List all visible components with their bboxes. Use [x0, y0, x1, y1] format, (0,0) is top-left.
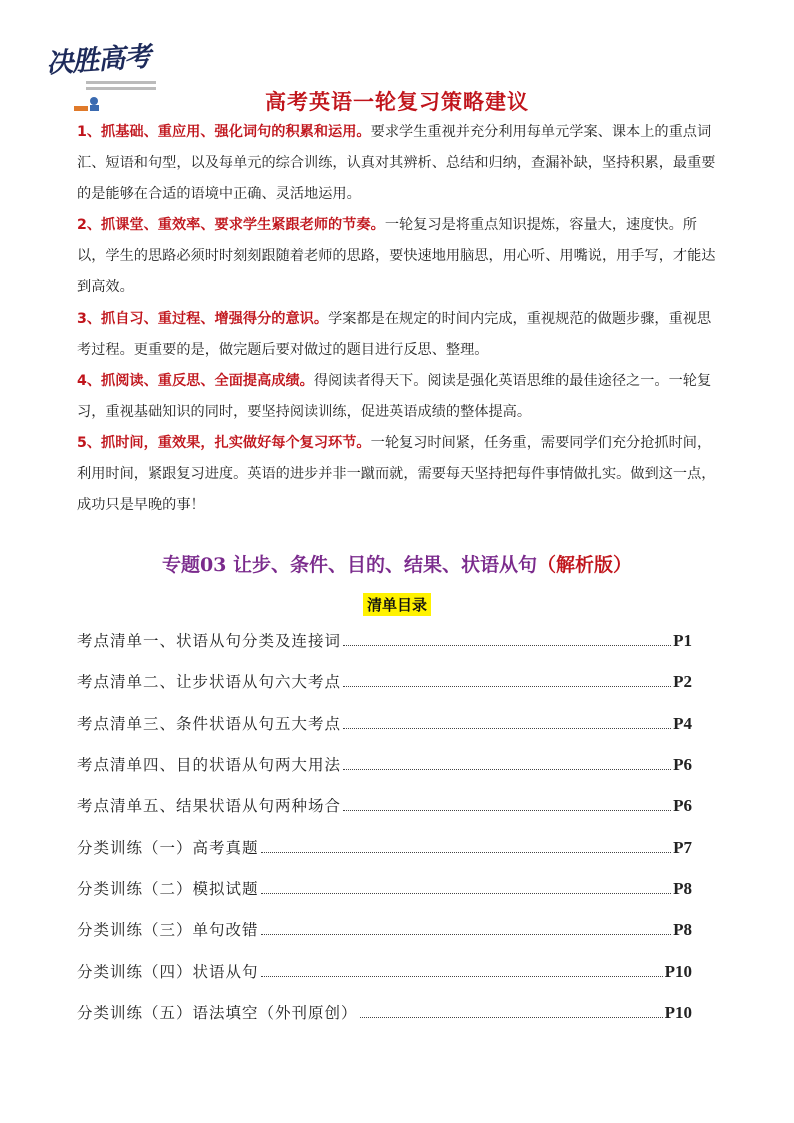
tip-body: 学案都是在规定的时间内完成，重视规范的做题步骤，重视思考过程。更重要的是，做完题后要对做过的题目进行反思、整理。 [77, 311, 712, 358]
toc-item-page: P8 [673, 920, 692, 939]
toc-leader [261, 975, 663, 977]
toc-leader [360, 1016, 663, 1018]
toc-item-2[interactable] [77, 666, 692, 692]
tip-heading: 2、抓课堂、重效率、要求学生紧跟老师的节奏。 [77, 217, 385, 233]
toc-item-6[interactable] [77, 832, 692, 858]
tip-heading: 1、抓基础、重应用、强化词句的积累和运用。 [77, 124, 371, 140]
tip-paragraph-5 [77, 428, 721, 521]
toc-leader [261, 851, 672, 853]
toc-item-title: 考点清单二、让步状语从句六大考点 [77, 673, 342, 691]
toc-item-title: 考点清单三、条件状语从句五大考点 [77, 715, 342, 733]
toc-leader [343, 727, 671, 729]
tip-paragraph-3 [77, 304, 721, 366]
tip-body: 要求学生重视并充分利用每单元学案、课本上的重点词汇、短语和句型，以及每单元的综合训练，认真对其辨析、总结和归纳，查漏补缺，坚持积累，最重要的是能够在合适的语境中正确、灵活地运用。 [77, 124, 716, 202]
toc-item-page: P10 [664, 962, 692, 981]
tip-body: 得阅读者得天下。阅读是强化英语思维的最佳途径之一。一轮复习，重视基础知识的同时，要坚持阅读训练，促进英语成绩的整体提高。 [77, 373, 712, 420]
toc-item-page: P4 [673, 714, 692, 733]
section-title [0, 550, 794, 577]
toc-item-10[interactable] [77, 997, 692, 1023]
tip-paragraph-1 [77, 117, 721, 210]
toc-leader [343, 809, 671, 811]
edition-label: （解析版） [537, 554, 633, 576]
toc-item-page: P6 [673, 755, 692, 774]
toc-item-9[interactable] [77, 956, 692, 982]
toc-item-page: P10 [664, 1003, 692, 1022]
tip-body: 一轮复习是将重点知识提炼，容量大，速度快。所以，学生的思路必须时时刻刻跟随着老师的思路，要快速地用脑思，用心听、用嘴说，用手写，才能达到高效。 [77, 217, 716, 295]
toc-item-page: P1 [673, 631, 692, 650]
toc-item-page: P2 [673, 672, 692, 691]
toc-item-title: 考点清单四、目的状语从句两大用法 [77, 756, 342, 774]
page-title: 高考英语一轮复习策略建议 [265, 90, 529, 114]
tip-heading: 4、抓阅读、重反思、全面提高成绩。 [77, 373, 314, 389]
toc-item-title: 考点清单一、状语从句分类及连接词 [77, 632, 342, 650]
toc-item-1[interactable] [77, 625, 692, 651]
toc-item-7[interactable] [77, 873, 692, 899]
logo-text: 决胜高考 [45, 41, 152, 80]
tip-heading: 3、抓自习、重过程、增强得分的意识。 [77, 311, 329, 327]
toc-item-title: 分类训练（四）状语从句 [77, 963, 259, 981]
toc-item-page: P8 [673, 879, 692, 898]
toc-item-title: 分类训练（一）高考真题 [77, 839, 259, 857]
tip-body: 一轮复习时间紧，任务重，需要同学们充分抢抓时间，利用时间，紧跟复习进度。英语的进步并非一蹴而就，需要每天坚持把每件事情做扎实。做到这一点，成功只是早晚的事！ [77, 435, 716, 513]
tip-paragraph-4 [77, 366, 721, 428]
toc-item-title: 分类训练（三）单句改错 [77, 921, 259, 939]
toc-leader [261, 892, 672, 894]
toc-item-page: P7 [673, 838, 692, 857]
toc-item-page: P6 [673, 796, 692, 815]
toc-item-title: 考点清单五、结果状语从句两种场合 [77, 797, 342, 815]
section-title-text: 专题03 让步、条件、目的、结果、状语从句 [161, 554, 538, 576]
tip-paragraph-2 [77, 210, 721, 303]
toc-item-3[interactable] [77, 708, 692, 734]
tip-heading: 5、抓时间，重效果，扎实做好每个复习环节。 [77, 435, 371, 451]
toc-label: 清单目录 [363, 593, 431, 616]
toc-leader [343, 644, 671, 646]
toc-item-8[interactable] [77, 914, 692, 940]
toc-leader [343, 768, 671, 770]
toc-item-title: 分类训练（二）模拟试题 [77, 880, 259, 898]
toc-leader [261, 933, 672, 935]
toc-header [0, 593, 794, 616]
toc-leader [343, 685, 671, 687]
toc-item-4[interactable] [77, 749, 692, 775]
toc-item-5[interactable] [77, 790, 692, 816]
toc-item-title: 分类训练（五）语法填空（外刊原创） [77, 1004, 358, 1022]
